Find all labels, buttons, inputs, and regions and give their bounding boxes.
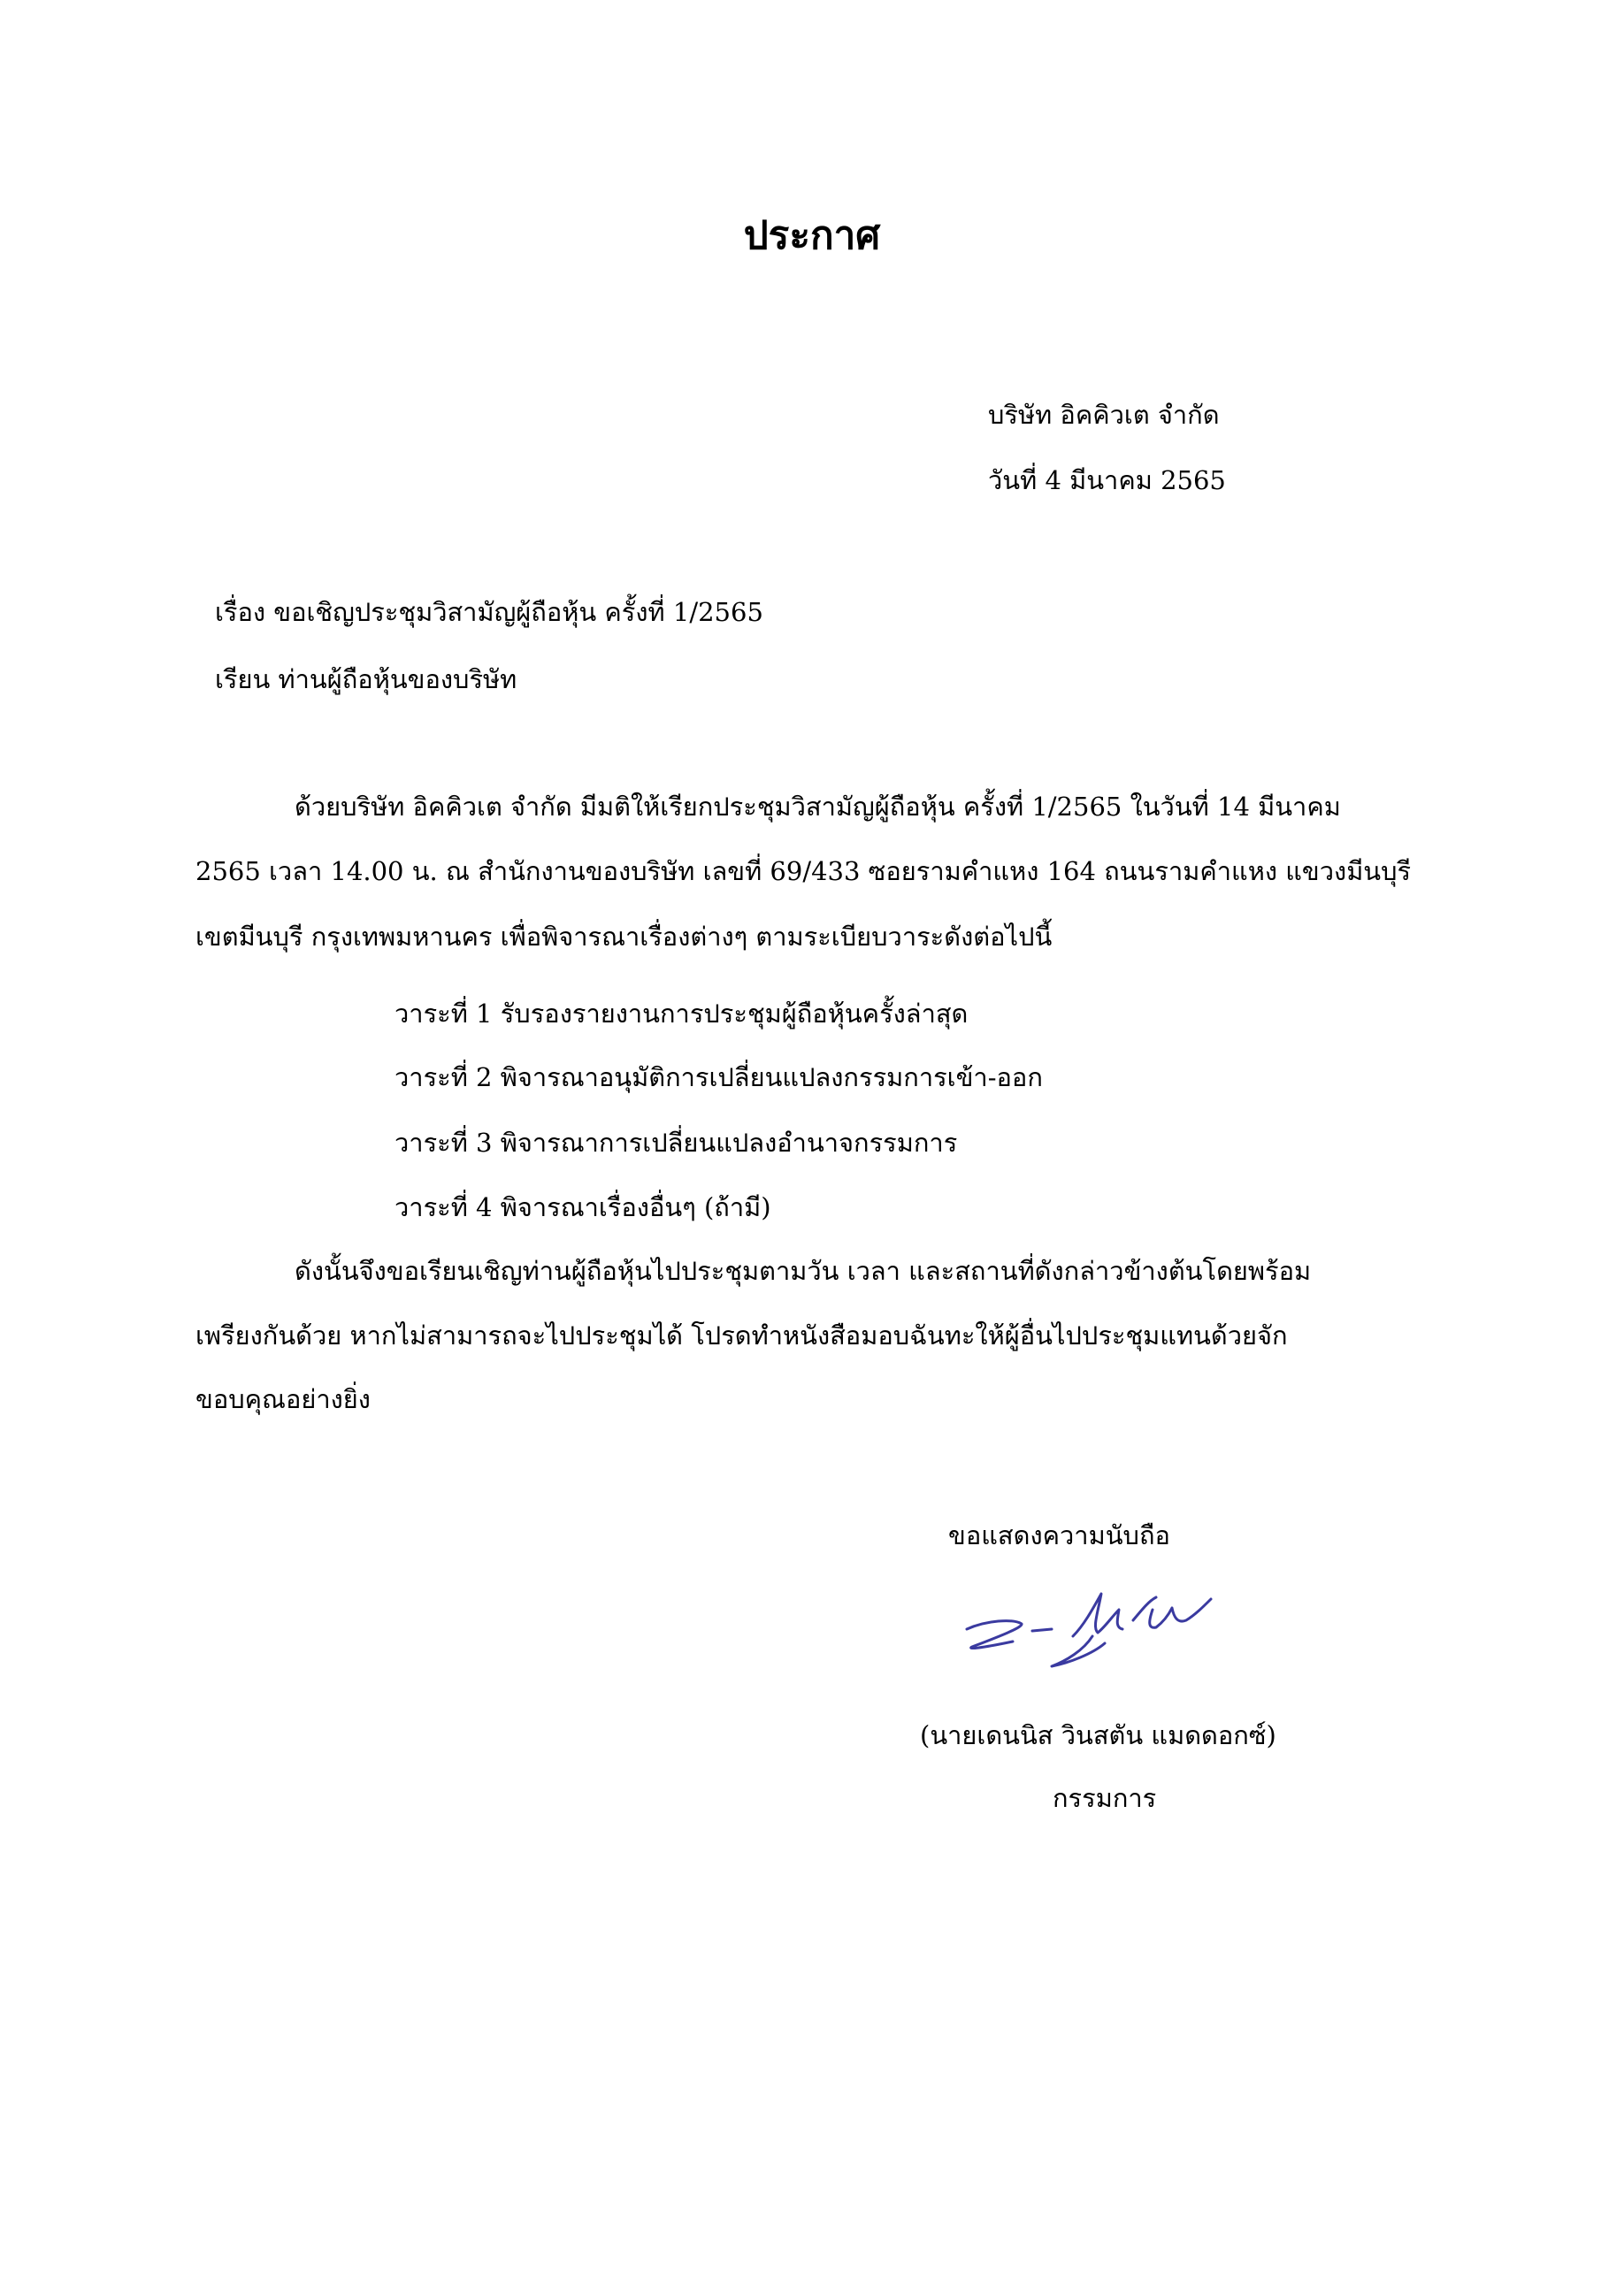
paragraph-1-line-3: เขตมีนบุรี กรุงเทพมหานคร เพื่อพิจารณาเรื่องต่างๆ ตามระเบียบวาระดังต่อไปนี้: [195, 922, 1053, 952]
signature-stroke: [1032, 1629, 1052, 1631]
agenda-item-1: วาระที่ 1 รับรองรายงานการประชุมผู้ถือหุ้นครั้งล่าสุด: [395, 999, 969, 1029]
paragraph-2-line-3: ขอบคุณอย่างยิ่ง: [195, 1384, 371, 1414]
signature-stroke: [967, 1621, 1022, 1649]
handwritten-signature: [960, 1574, 1278, 1680]
signer-name: (นายเดนนิส วินสตัน แมดดอกซ์): [920, 1720, 1276, 1750]
document-date: วันที่ 4 มีนาคม 2565: [988, 465, 1226, 495]
agenda-item-2: วาระที่ 2 พิจารณาอนุมัติการเปลี่ยนแปลงกรรมการเข้า-ออก: [395, 1062, 1043, 1092]
agenda-item-3: วาระที่ 3 พิจารณาการเปลี่ยนแปลงอำนาจกรรมการ: [395, 1128, 958, 1158]
signature-stroke: [1150, 1599, 1211, 1627]
signer-title: กรรมการ: [1053, 1783, 1157, 1813]
paragraph-2-line-1: ดังนั้นจึงขอเรียนเชิญท่านผู้ถือหุ้นไปประชุมตามวัน เวลา และสถานที่ดังกล่าวข้างต้นโดยพร้อม: [295, 1256, 1312, 1286]
recipient-line: เรียน ท่านผู้ถือหุ้นของบริษัท: [215, 664, 517, 694]
paragraph-2-line-2: เพรียงกันด้วย หากไม่สามารถจะไปประชุมได้ โปรดทำหนังสือมอบฉันทะให้ผู้อื่นไปประชุมแทนด้วยจัก: [195, 1320, 1288, 1351]
paragraph-1-line-2: 2565 เวลา 14.00 น. ณ สำนักงานของบริษัท เลขที่ 69/433 ซอยรามคำแหง 164 ถนนรามคำแหง แขวงมีนบุรี: [195, 856, 1412, 886]
signature-stroke: [1052, 1636, 1105, 1666]
agenda-item-4: วาระที่ 4 พิจารณาเรื่องอื่นๆ (ถ้ามี): [395, 1192, 771, 1222]
subject-line: เรื่อง ขอเชิญประชุมวิสามัญผู้ถือหุ้น ครั้งที่ 1/2565: [215, 597, 763, 627]
paragraph-1-line-1: ด้วยบริษัท อิคคิวเต จำกัด มีมติให้เรียกประชุมวิสามัญผู้ถือหุ้น ครั้งที่ 1/2565 ในวันที่ 14 มีนาคม: [295, 792, 1341, 822]
closing-phrase: ขอแสดงความนับถือ: [948, 1520, 1170, 1550]
document-title: ประกาศ: [743, 213, 881, 258]
company-name: บริษัท อิคคิวเต จำกัด: [988, 400, 1220, 430]
signature-stroke: [1073, 1594, 1122, 1636]
